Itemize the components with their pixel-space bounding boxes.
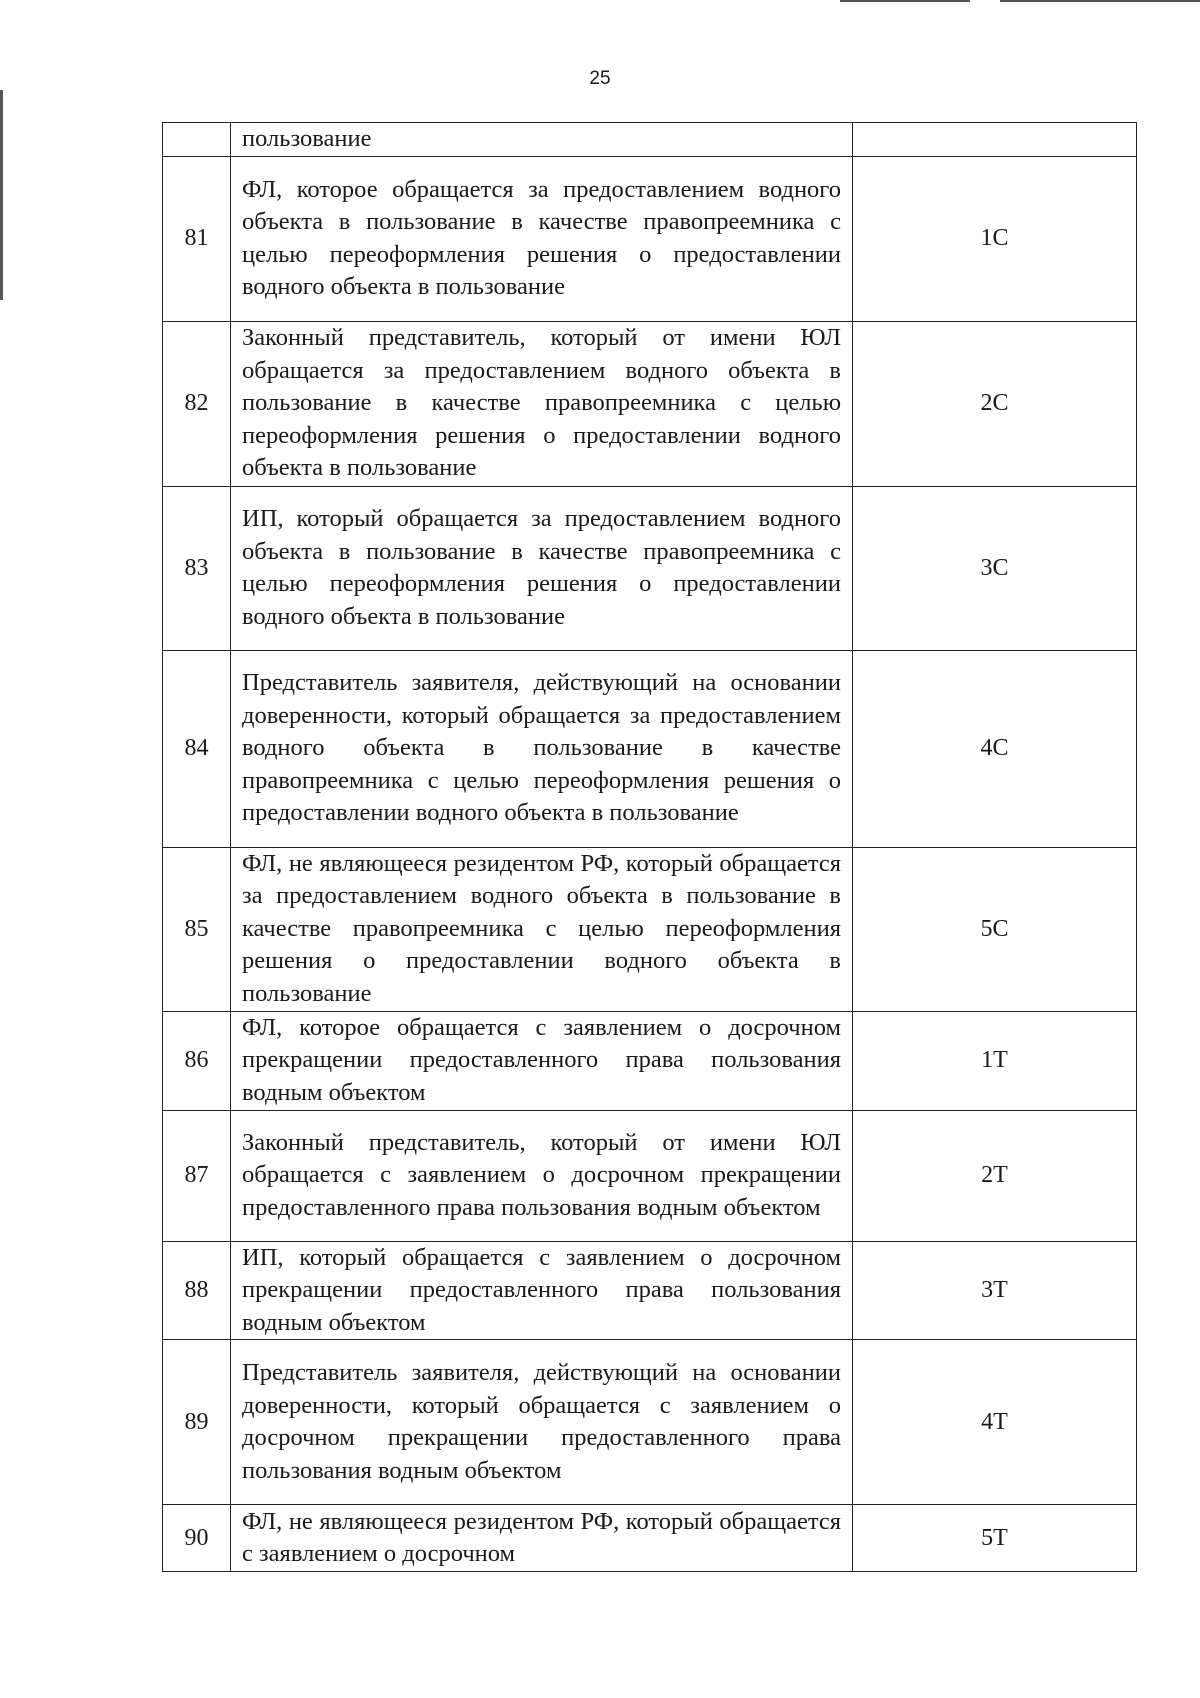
scan-edge-mark [1000, 0, 1200, 2]
row-description: ФЛ, которое обращается за предоставлением водного объекта в пользование в качестве правопреемника с целью переоформления решения о предоставлении водного объекта в пользование [242, 175, 841, 300]
row-description: Законный представитель, который от имени ЮЛ обращается за предоставлением водного объекта в пользование в качестве правопреемника с целью переоформления решения о предоставлении водного объекта в пользование [242, 324, 841, 482]
table-row [163, 1011, 1137, 1110]
row-description: Законный представитель, который от имени ЮЛ обращается с заявлением о досрочном прекращении предоставленного права пользования водным объектом [242, 1128, 841, 1221]
row-code: 3С [853, 486, 1137, 650]
table-row [163, 650, 1137, 847]
row-description: Представитель заявителя, действующий на основании доверенности, который обращается с заявлением о досрочном прекращении предоставленного права пользования водным объектом [242, 1359, 841, 1484]
row-number: 81 [163, 156, 231, 321]
row-description-cell [231, 321, 853, 486]
row-code: 1С [853, 156, 1137, 321]
row-description: ФЛ, не являющееся резидентом РФ, который обращается за предоставлением водного объекта в пользование в качестве правопреемника с целью переоформления решения о предоставлении водного объекта в пользование [242, 849, 841, 1007]
row-number: 87 [163, 1110, 231, 1241]
row-description-cell [231, 123, 853, 157]
row-description: ФЛ, не являющееся резидентом РФ, который обращается с заявлением о досрочном [242, 1507, 841, 1567]
table-row-continuation [163, 123, 1137, 157]
table-row [163, 486, 1137, 650]
row-description-cell [231, 1505, 853, 1572]
row-description-cell [231, 650, 853, 847]
row-number: 86 [163, 1011, 231, 1110]
row-code: 5С [853, 847, 1137, 1011]
row-code: 3Т [853, 1241, 1137, 1340]
table-row [163, 1340, 1137, 1505]
row-number: 84 [163, 650, 231, 847]
row-description: пользование [242, 125, 372, 152]
row-number: 85 [163, 847, 231, 1011]
row-code: 5Т [853, 1505, 1137, 1572]
row-description: Представитель заявителя, действующий на основании доверенности, который обращается за предоставлением водного объекта в пользование в качестве правопреемника с целью переоформления решения о предоставлении водного объекта в пользование [242, 669, 841, 827]
row-description: ИП, который обращается за предоставлением водного объекта в пользование в качестве правопреемника с целью переоформления решения о предоставлении водного объекта в пользование [242, 505, 841, 630]
row-number: 82 [163, 321, 231, 486]
applicant-category-table [162, 122, 1137, 1572]
row-number: 89 [163, 1340, 231, 1505]
table-row [163, 321, 1137, 486]
page-number: 25 [589, 68, 611, 89]
row-number-cell [163, 123, 231, 157]
table-row [163, 156, 1137, 321]
row-code: 2Т [853, 1110, 1137, 1241]
row-number: 83 [163, 486, 231, 650]
row-description-cell [231, 1110, 853, 1241]
row-code: 4С [853, 650, 1137, 847]
row-number: 90 [163, 1505, 231, 1572]
row-description-cell [231, 847, 853, 1011]
row-code-cell [853, 123, 1137, 157]
row-description: ИП, который обращается с заявлением о досрочном прекращении предоставленного права пользования водным объектом [242, 1243, 841, 1336]
row-description-cell [231, 156, 853, 321]
row-code: 4Т [853, 1340, 1137, 1505]
scan-edge-mark [0, 90, 3, 300]
row-description: ФЛ, которое обращается с заявлением о досрочном прекращении предоставленного права пользования водным объектом [242, 1013, 841, 1106]
row-description-cell [231, 486, 853, 650]
table-row [163, 1505, 1137, 1572]
table-row [163, 847, 1137, 1011]
row-code: 1Т [853, 1011, 1137, 1110]
table-row [163, 1110, 1137, 1241]
row-number: 88 [163, 1241, 231, 1340]
row-description-cell [231, 1340, 853, 1505]
row-code: 2С [853, 321, 1137, 486]
row-description-cell [231, 1241, 853, 1340]
row-description-cell [231, 1011, 853, 1110]
table-row [163, 1241, 1137, 1340]
scan-edge-mark [840, 0, 970, 2]
